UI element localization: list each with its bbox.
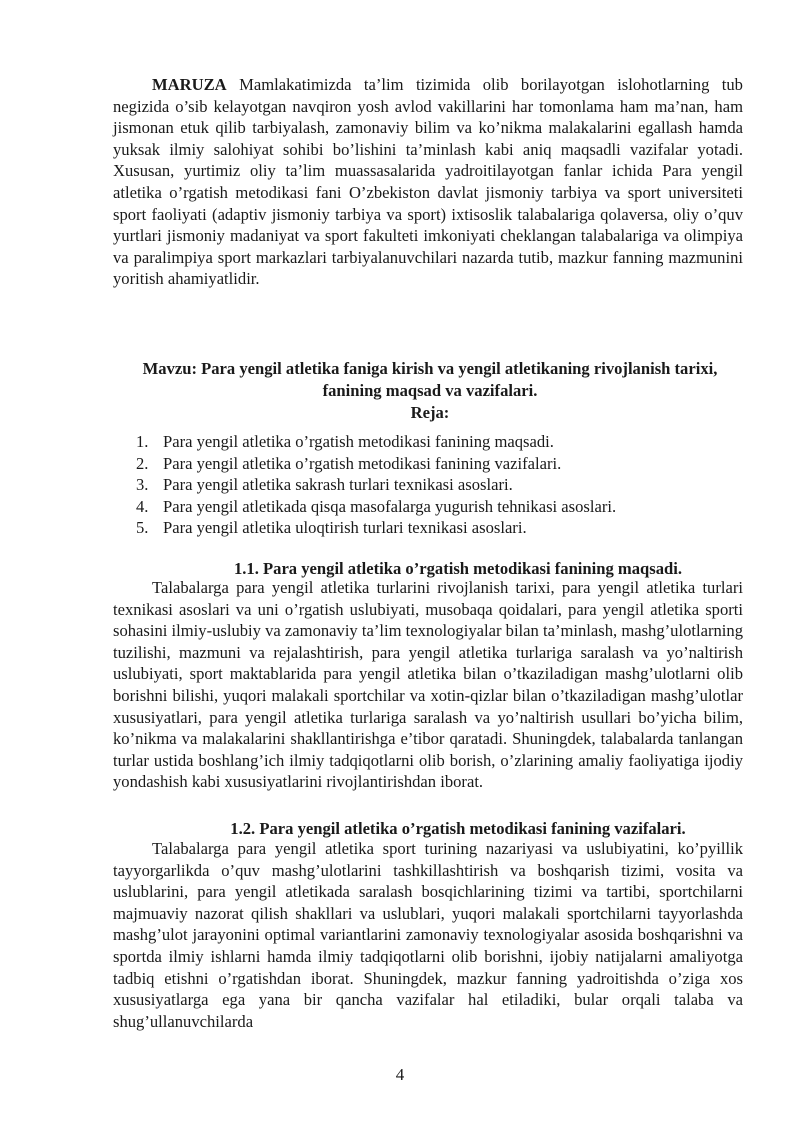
- plan-item-text: Para yengil atletika sakrash turlari texnikasi asoslari.: [163, 475, 513, 495]
- plan-item-number: 2.: [136, 453, 149, 473]
- section-1-heading: 1.1. Para yengil atletika o’rgatish metodikasi fanining maqsadi.: [233, 559, 683, 578]
- page-number: 4: [395, 1065, 405, 1084]
- intro-paragraph: [113, 74, 743, 290]
- plan-item-number: 1.: [136, 432, 149, 451]
- plan-item-number: 3.: [136, 475, 149, 495]
- plan-item-text: Para yengil atletika o’rgatish metodikasi fanining maqsadi.: [163, 432, 554, 451]
- intro-text: Mamlakatimizda ta’lim tizimida olib borilayotgan islohotlarning tub negizida o’sib kelayotgan navqiron yosh avlod vakillarini har tomonlama ham ma’nan, ham jismonan etuk qilib tarbiyalash, zamonaviy bilim va ko’nikma malakalarini egallash hamda yuksak ilmiy salohiyat sohibi bo’lishini ta’minlash kabi aniq maqsadli vazifalar yotadi. Xususan, yurtimiz oliy ta’lim muassasalarida yadroitilayotgan fanlar ichida Para yengil atletika o’rgatish metodikasi fani O’zbekiston davlat jismoniy tarbiya va sport universiteti sport faoliyati (adaptiv jismoniy tarbiya va sport) ixtisoslik talabalariga qolaversa, oliy o’quv yurtlari jismoniy madaniyat va sport fakulteti imkoniyati cheklangan talabalariga va olimpiya va paralimpiya sport markazlari tarbiyalanuvchilari nazarda tutib, mazkur fanning mazmunini yoritish ahamiyatlidir.: [113, 75, 743, 289]
- plan-item-text: Para yengil atletikada qisqa masofalarga yugurish tehnikasi asoslari.: [163, 496, 617, 516]
- plan-item: [136, 453, 616, 475]
- plan-item-text: Para yengil atletika o’rgatish metodikasi fanining vazifalari.: [163, 453, 562, 473]
- plan-item: [136, 431, 616, 453]
- topic-heading: [80, 358, 780, 401]
- intro-label: MARUZA: [152, 75, 227, 94]
- section-2-paragraph: Talabalarga para yengil atletika sport turining nazariyasi va uslubiyatini, ko’pyillik tayyorgarlikda o’quv mashg’ulotlarini tashkillashtirish va boshqarish tizimi, vosita va uslublarini, para yengil atletikada saralash bosqichlarining tizimi va tartibi, sportchilarni majmuaviy nazorat qilish shakllari va uslublari, yuqori malakali sportchilarni tayyorlashda mashg’ulot jarayonini optimal variantlarini zamonaviy texnologiyalar asosida boshqarishni va sportda ilmiy ishlarni hamda ilmiy tadqiqotlarni olib borishni, ijobiy natijalarni amaliyotga tadbiq etishni o’rgatishdan iborat. Shuningdek, mazkur fanning yadroitishda o’ziga xos xususiyatlarga ega yana bir qancha vazifalar hal etiladiki, bular orqali talaba va shug’ullanuvchilarda: [113, 839, 743, 1031]
- plan-item-text: Para yengil atletika uloqtirish turlari texnikasi asoslari.: [163, 518, 527, 538]
- topic-line-1: Mavzu: Para yengil atletika faniga kirish va yengil atletikaning rivojlanish tarixi,: [142, 359, 718, 378]
- plan-title: Reja:: [410, 403, 450, 422]
- plan-list: [136, 431, 616, 539]
- plan-item-number: 4.: [136, 496, 149, 516]
- plan-item: [136, 474, 616, 496]
- section-1-paragraph: Talabalarga para yengil atletika turlarini rivojlanish tarixi, para yengil atletika turlari texnikasi asoslari va uni o’rgatish uslubiyati, musobaqa qoidalari, para yengil atletika sporti sohasini ilmiy-uslubiy va zamonaviy ta’lim texnologiyalar bilan ta’minlash, mashg’ulotlarning tuzilishi, mazmuni va rejalashtirish, para yengil atletika turlariga saralash va yo’naltirish uslubiyati, sport maktablarida para yengil atletika bilan o’tkaziladigan mashg’ulotlarni olib borishni bilishi, yuqori malakali sportchilar va xotin-qizlar bilan o’tkaziladigan mashg’ulotlar xususiyatlari, para yengil atletika turlariga saralash va yo’naltirish usullari bo’yicha bilim, ko’nikma va malakalarini shakllantirishga e’tibor qaratadi. Shuningdek, talabalarda tanlangan turlar ustida boshlang’ich ilmiy tadqiqotlarni olib borish, o’zlarining amaliy faoliyatiga ijodiy yondashish kabi xususiyatlarini rivojlantirishdan iborat.: [113, 578, 743, 792]
- plan-item-number: 5.: [136, 518, 149, 538]
- plan-item: [136, 517, 616, 539]
- plan-item: [136, 496, 616, 518]
- topic-line-2: fanining maqsad va vazifalari.: [322, 380, 538, 400]
- section-2-heading: 1.2. Para yengil atletika o’rgatish metodikasi fanining vazifalari.: [230, 819, 686, 838]
